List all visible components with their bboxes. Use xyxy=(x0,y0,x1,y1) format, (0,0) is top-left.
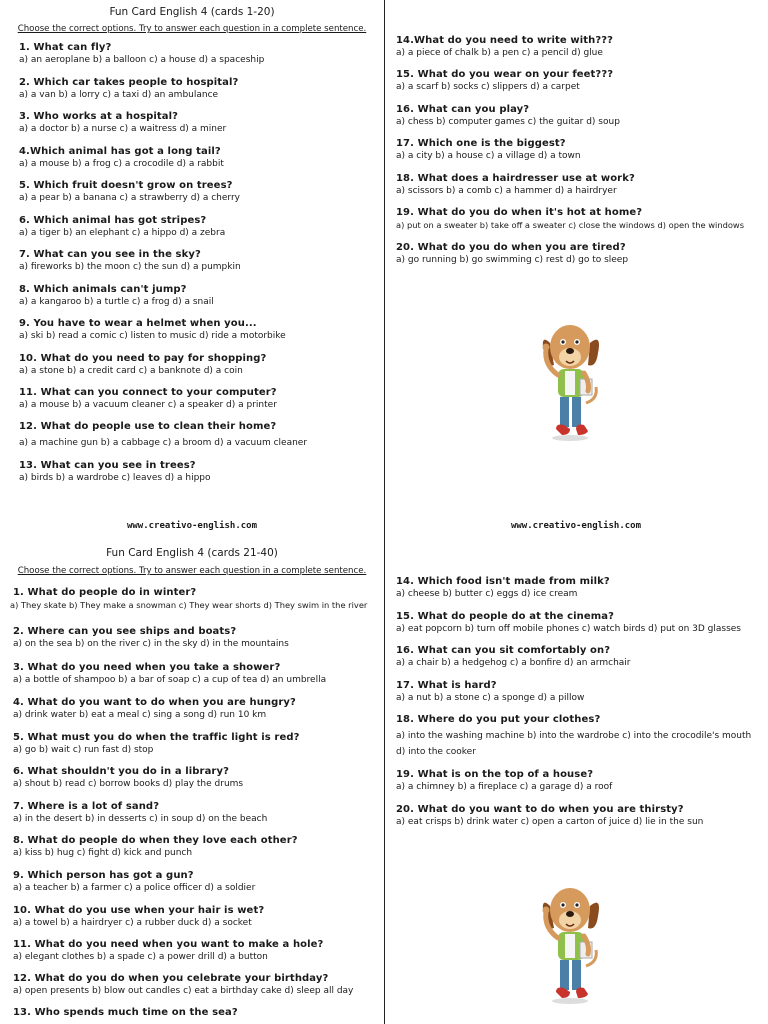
question-item: 5. Which fruit doesn't grow on trees? a) a pear b) a banana c) a strawberry d) a cherry xyxy=(19,180,240,203)
question-item: 14.What do you need to write with??? a) a piece of chalk b) a pen c) a pencil d) glue xyxy=(396,35,614,58)
question-item: 11. What do you need when you want to make a hole? a) elegant clothes b) a spade c) a power drill d) a button xyxy=(13,939,324,962)
question-item: 4.Which animal has got a long tail? a) a mouse b) a frog c) a crocodile d) a rabbit xyxy=(19,146,224,169)
dog-mascot-illustration xyxy=(530,876,610,1006)
question-item: 15. What do people do at the cinema? a) eat popcorn b) turn off mobile phones c) watch birds d) put on 3D glasses xyxy=(396,611,741,634)
question-item: 2. Where can you see ships and boats? a) on the sea b) on the river c) in the sky d) in the mountains xyxy=(13,626,289,649)
question-item: 3. What do you need when you take a shower? a) a bottle of shampoo b) a bar of soap c) a cup of tea d) an umbrella xyxy=(13,662,327,685)
question-item: 14. Which food isn't made from milk? a) cheese b) butter c) eggs d) ice cream xyxy=(396,576,610,599)
dog-mascot-illustration xyxy=(530,313,610,443)
question-item: 12. What do you do when you celebrate your birthday? a) open presents b) blow out candles c) eat a birthday cake d) sleep all day xyxy=(13,973,354,996)
question-item: 16. What can you sit comfortably on? a) a chair b) a hedgehog c) a bonfire d) an armchair xyxy=(396,645,631,668)
question-item: 6. What shouldn't you do in a library? a) shout b) read c) borrow books d) play the drums xyxy=(13,766,244,789)
question-item: 17. What is hard? a) a nut b) a stone c) a sponge d) a pillow xyxy=(396,680,585,703)
question-item: 15. What do you wear on your feet??? a) a scarf b) socks c) slippers d) a carpet xyxy=(396,69,614,92)
question-item: 1. What do people do in winter? a) They skate b) They make a snowman c) They wear shorts d) They swim in the river xyxy=(10,587,368,610)
question-item: 12. What do people use to clean their home? a) a machine gun b) a cabbage c) a broom d) a vacuum cleaner xyxy=(19,421,308,448)
question-item: 8. What do people do when they love each other? a) kiss b) hug c) fight d) kick and punch xyxy=(13,835,298,858)
question-item: 19. What do you do when it's hot at home? a) put on a sweater b) take off a sweater c) close the windows d) open the windows xyxy=(396,207,745,230)
question-item: 16. What can you play? a) chess b) computer games c) the guitar d) soup xyxy=(396,104,620,127)
card1-instructions: Choose the correct options. Try to answer each question in a complete sentence. xyxy=(17,24,367,34)
question-item: 5. What must you do when the traffic light is red? a) go b) wait c) run fast d) stop xyxy=(13,732,300,755)
question-item: 13. What can you see in trees? a) birds b) a wardrobe c) leaves d) a hippo xyxy=(19,460,211,483)
question-item: 10. What do you use when your hair is wet? a) a towel b) a hairdryer c) a rubber duck d) a socket xyxy=(13,905,265,928)
question-item: 6. Which animal has got stripes? a) a tiger b) an elephant c) a hippo d) a zebra xyxy=(19,215,226,238)
question-item: 7. Where is a lot of sand? a) in the desert b) in desserts c) in soup d) on the beach xyxy=(13,801,268,824)
question-item: 4. What do you want to do when you are hungry? a) drink water b) eat a meal c) sing a song d) run 10 km xyxy=(13,697,296,720)
question-item: 1. What can fly? a) an aeroplane b) a balloon c) a house d) a spaceship xyxy=(19,42,265,65)
question-item: 13. Who spends much time on the sea? xyxy=(13,1007,238,1018)
question-item: 2. Which car takes people to hospital? a) a van b) a lorry c) a taxi d) an ambulance xyxy=(19,77,239,100)
question-item: 20. What do you do when you are tired? a) go running b) go swimming c) rest d) go to sleep xyxy=(396,242,629,265)
question-item: 17. Which one is the biggest? a) a city b) a house c) a village d) a town xyxy=(396,138,581,161)
question-item: 3. Who works at a hospital? a) a doctor b) a nurse c) a waitress d) a miner xyxy=(19,111,227,134)
card1-title: Fun Card English 4 (cards 1-20) xyxy=(109,6,275,18)
site-link-left: www.creativo-english.com xyxy=(126,521,258,531)
question-item: 20. What do you want to do when you are thirsty? a) eat crisps b) drink water c) open a carton of juice d) lie in the sun xyxy=(396,804,704,827)
question-item: 18. What does a hairdresser use at work? a) scissors b) a comb c) a hammer d) a hairdryer xyxy=(396,173,635,196)
question-item: 7. What can you see in the sky? a) fireworks b) the moon c) the sun d) a pumpkin xyxy=(19,249,241,272)
site-link-right: www.creativo-english.com xyxy=(510,521,642,531)
center-divider xyxy=(384,0,385,1024)
question-item: 9. Which person has got a gun? a) a teacher b) a farmer c) a police officer d) a soldier xyxy=(13,870,256,893)
card2-title: Fun Card English 4 (cards 21-40) xyxy=(106,547,278,559)
question-item: 8. Which animals can't jump? a) a kangaroo b) a turtle c) a frog d) a snail xyxy=(19,284,214,307)
question-item: 18. Where do you put your clothes? a) into the washing machine b) into the wardrobe c) into the crocodile's mouth d) into the cooker xyxy=(396,714,752,757)
question-item: 10. What do you need to pay for shopping? a) a stone b) a credit card c) a banknote d) a coin xyxy=(19,353,267,376)
question-item: 19. What is on the top of a house? a) a chimney b) a fireplace c) a garage d) a roof xyxy=(396,769,613,792)
card2-instructions: Choose the correct options. Try to answer each question in a complete sentence. xyxy=(17,566,367,576)
question-item: 11. What can you connect to your computer? a) a mouse b) a vacuum cleaner c) a speaker d) a printer xyxy=(19,387,277,410)
question-item: 9. You have to wear a helmet when you... a) ski b) read a comic c) listen to music d) ride a motorbike xyxy=(19,318,286,341)
